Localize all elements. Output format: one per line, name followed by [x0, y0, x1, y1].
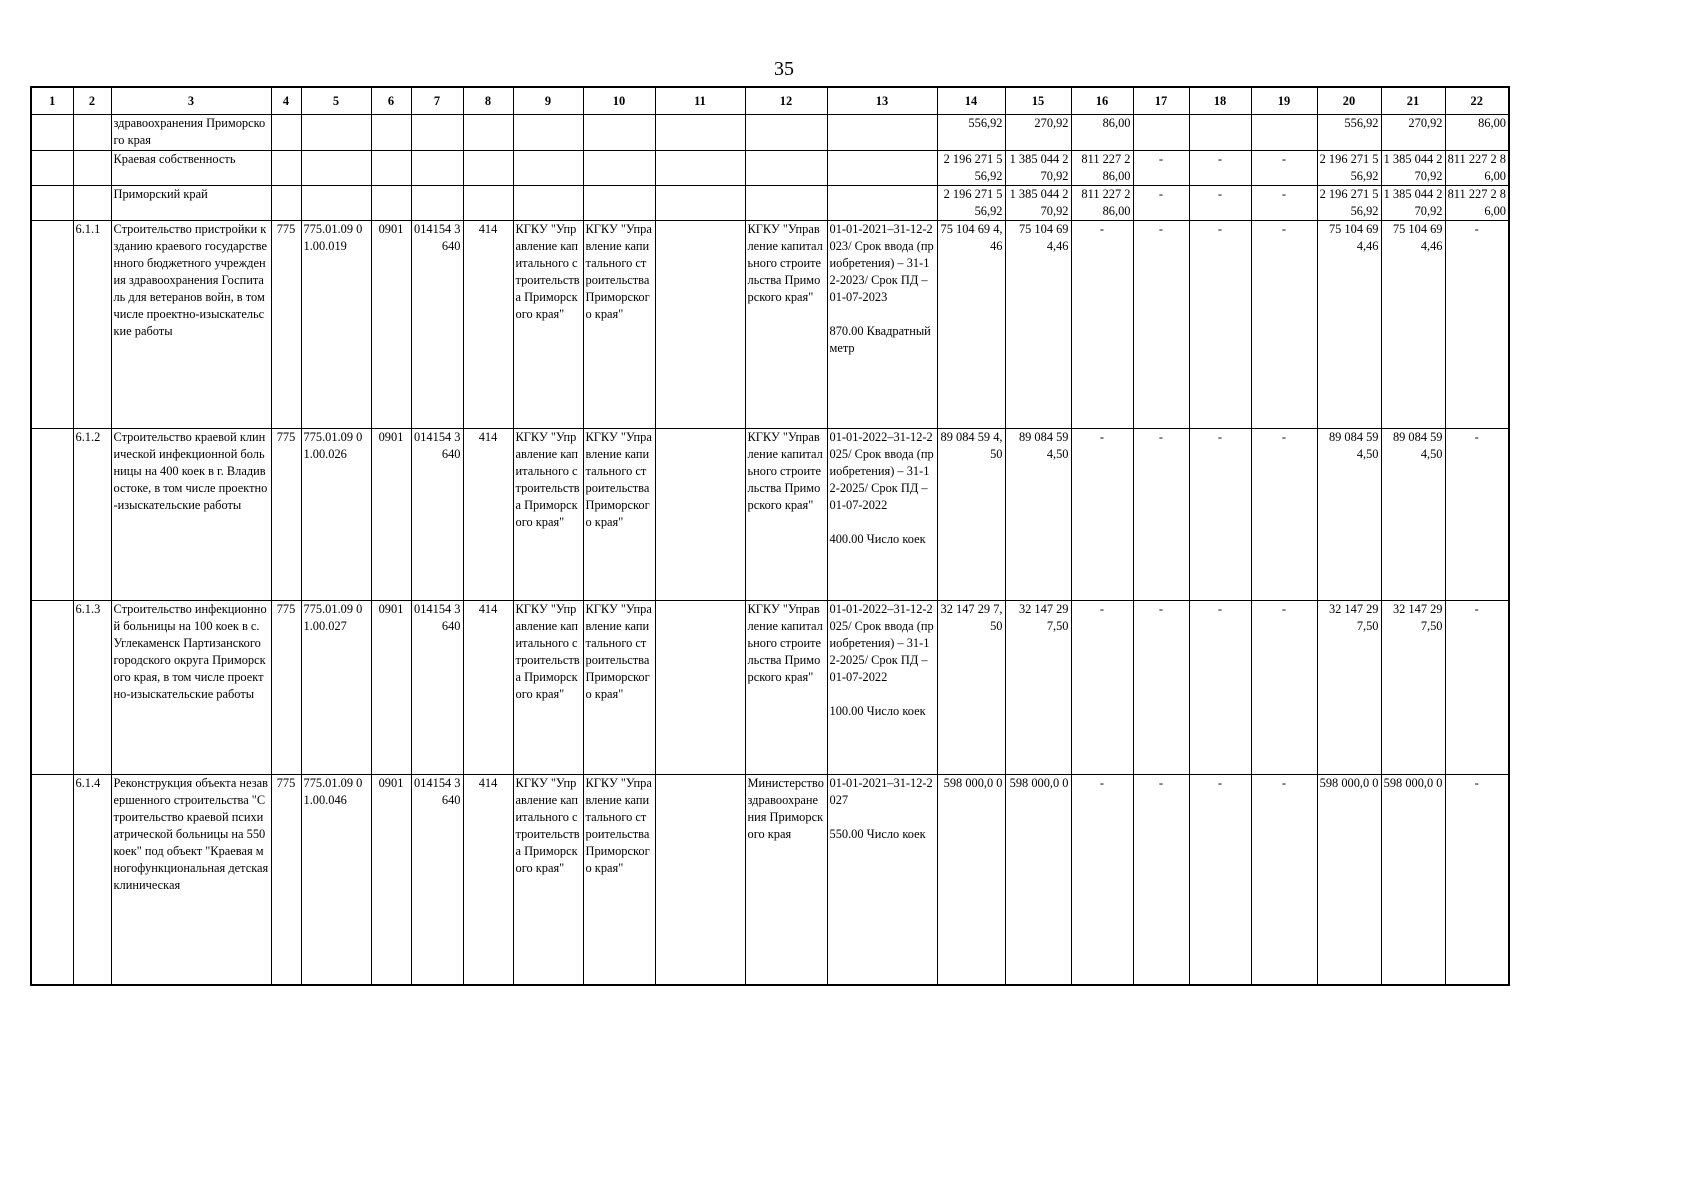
cell-col13: [827, 151, 937, 186]
cell-col21: 270,92: [1381, 115, 1445, 151]
cell-col15: 89 084 59 4,50: [1005, 429, 1071, 601]
cell-col6: [371, 115, 411, 151]
cell-item-number: 6.1.3: [73, 601, 111, 775]
cell-col10: КГКУ "Управление капитального строительства Приморского края": [583, 221, 655, 429]
cell-col1: [31, 151, 73, 186]
cell-col18: -: [1189, 429, 1251, 601]
cell-col14: 89 084 59 4,50: [937, 429, 1005, 601]
header-cell: 4: [271, 87, 301, 115]
header-cell: 13: [827, 87, 937, 115]
cell-col1: [31, 115, 73, 151]
cell-col21: 75 104 69 4,46: [1381, 221, 1445, 429]
cell-col5: [301, 151, 371, 186]
cell-col18: [1189, 115, 1251, 151]
cell-col16: 86,00: [1071, 115, 1133, 151]
cell-col11: [655, 601, 745, 775]
cell-col20: 598 000,0 0: [1317, 775, 1381, 985]
cell-col9: КГКУ "Управление капитального строительства Приморского края": [513, 775, 583, 985]
cell-col13: 01-01-2022–31-12-2025/ Срок ввода (приобретения) – 31-12-2025/ Срок ПД – 01-07-2022 100.00 Число коек: [827, 601, 937, 775]
cell-col22: -: [1445, 775, 1509, 985]
cell-col1: [31, 775, 73, 985]
cell-col16: -: [1071, 601, 1133, 775]
cell-col9: КГКУ "Управление капитального строительства Приморского края": [513, 601, 583, 775]
cell-col17: -: [1133, 151, 1189, 186]
cell-col13: 01-01-2021–31-12-2027 550.00 Число коек: [827, 775, 937, 985]
cell-col15: 598 000,0 0: [1005, 775, 1071, 985]
cell-col15: 1 385 044 270,92: [1005, 186, 1071, 221]
cell-col15: 32 147 29 7,50: [1005, 601, 1071, 775]
cell-col9: КГКУ "Управление капитального строительства Приморского края": [513, 221, 583, 429]
cell-col18: -: [1189, 601, 1251, 775]
cell-col7: 014154 3640: [411, 221, 463, 429]
cell-col9: КГКУ "Управление капитального строительства Приморского края": [513, 429, 583, 601]
cell-object-name: здравоохранения Приморского края: [111, 115, 271, 151]
header-cell: 14: [937, 87, 1005, 115]
cell-col11: [655, 115, 745, 151]
cell-col14: 75 104 69 4,46: [937, 221, 1005, 429]
cell-item-number: [73, 115, 111, 151]
cell-col10: [583, 151, 655, 186]
cell-object-name: Строительство краевой клинической инфекционной больницы на 400 коек в г. Владивостоке, в том числе проектно-изыскательские работы: [111, 429, 271, 601]
cell-col21: 32 147 29 7,50: [1381, 601, 1445, 775]
header-cell: 10: [583, 87, 655, 115]
cell-col19: [1251, 115, 1317, 151]
cell-col5: [301, 115, 371, 151]
cell-col8: 414: [463, 601, 513, 775]
cell-col19: -: [1251, 221, 1317, 429]
cell-object-name: Краевая собственность: [111, 151, 271, 186]
cell-col7: [411, 115, 463, 151]
cell-col7: 014154 3640: [411, 429, 463, 601]
cell-item-number: [73, 151, 111, 186]
cell-col12: Министерство здравоохранения Приморского края: [745, 775, 827, 985]
cell-col16: -: [1071, 429, 1133, 601]
cell-col16: 811 227 2 86,00: [1071, 186, 1133, 221]
cell-col10: [583, 186, 655, 221]
cell-col11: [655, 221, 745, 429]
cell-item-number: 6.1.1: [73, 221, 111, 429]
cell-col17: -: [1133, 429, 1189, 601]
cell-col20: 75 104 69 4,46: [1317, 221, 1381, 429]
header-cell: 22: [1445, 87, 1509, 115]
cell-col4: 775: [271, 429, 301, 601]
header-cell: 18: [1189, 87, 1251, 115]
cell-col7: [411, 186, 463, 221]
table-row: [31, 186, 1509, 221]
cell-col22: -: [1445, 429, 1509, 601]
table-row: [31, 601, 1509, 775]
cell-col12: КГКУ "Управление капитального строительства Приморского края": [745, 601, 827, 775]
cell-col7: [411, 151, 463, 186]
cell-col7: 014154 3640: [411, 775, 463, 985]
cell-col12: [745, 115, 827, 151]
cell-col22: 811 227 2 86,00: [1445, 151, 1509, 186]
cell-col14: 2 196 271 556,92: [937, 151, 1005, 186]
cell-col15: 75 104 69 4,46: [1005, 221, 1071, 429]
table-row: [31, 115, 1509, 151]
cell-col6: 0901: [371, 775, 411, 985]
cell-item-number: [73, 186, 111, 221]
cell-col4: [271, 186, 301, 221]
cell-col19: -: [1251, 429, 1317, 601]
cell-col15: 1 385 044 270,92: [1005, 151, 1071, 186]
page-number: 35: [774, 58, 794, 80]
cell-col8: [463, 115, 513, 151]
cell-object-name: Реконструкция объекта незавершенного строительства "Строительство краевой психиатрической больницы на 550 коек" под объект "Краевая многофункциональная детская клиническая: [111, 775, 271, 985]
cell-col14: 32 147 29 7,50: [937, 601, 1005, 775]
cell-col12: КГКУ "Управление капитального строительства Приморского края": [745, 221, 827, 429]
header-cell: 8: [463, 87, 513, 115]
cell-col10: КГКУ "Управление капитального строительства Приморского края": [583, 775, 655, 985]
cell-col7: 014154 3640: [411, 601, 463, 775]
cell-col17: [1133, 115, 1189, 151]
cell-col21: 1 385 044 270,92: [1381, 186, 1445, 221]
cell-col20: 32 147 29 7,50: [1317, 601, 1381, 775]
cell-col13: [827, 186, 937, 221]
cell-col22: -: [1445, 601, 1509, 775]
cell-col5: 775.01.09 01.00.026: [301, 429, 371, 601]
table-row: [31, 429, 1509, 601]
cell-col17: -: [1133, 601, 1189, 775]
cell-col9: [513, 186, 583, 221]
header-cell: 1: [31, 87, 73, 115]
cell-col22: -: [1445, 221, 1509, 429]
cell-object-name: Строительство инфекционной больницы на 100 коек в с. Углекаменск Партизанского городского округа Приморского края, в том числе проектно-изыскательские работы: [111, 601, 271, 775]
cell-col6: [371, 151, 411, 186]
cell-col17: -: [1133, 221, 1189, 429]
cell-col21: 89 084 59 4,50: [1381, 429, 1445, 601]
header-cell: 20: [1317, 87, 1381, 115]
cell-col11: [655, 151, 745, 186]
cell-col15: 270,92: [1005, 115, 1071, 151]
header-cell: 5: [301, 87, 371, 115]
table-row: [31, 151, 1509, 186]
cell-col18: -: [1189, 186, 1251, 221]
cell-col16: -: [1071, 775, 1133, 985]
cell-col16: -: [1071, 221, 1133, 429]
cell-col4: [271, 115, 301, 151]
budget-table: [30, 86, 1510, 986]
cell-col5: 775.01.09 01.00.019: [301, 221, 371, 429]
cell-col4: [271, 151, 301, 186]
header-cell: 19: [1251, 87, 1317, 115]
cell-col6: [371, 186, 411, 221]
cell-col11: [655, 429, 745, 601]
cell-col20: 2 196 271 556,92: [1317, 186, 1381, 221]
cell-col20: 556,92: [1317, 115, 1381, 151]
header-cell: 11: [655, 87, 745, 115]
cell-col8: 414: [463, 221, 513, 429]
cell-col9: [513, 115, 583, 151]
cell-item-number: 6.1.4: [73, 775, 111, 985]
cell-col8: [463, 151, 513, 186]
cell-col13: 01-01-2021–31-12-2023/ Срок ввода (приобретения) – 31-12-2023/ Срок ПД – 01-07-2023 870.00 Квадратный метр: [827, 221, 937, 429]
header-row: [31, 87, 1509, 115]
header-cell: 21: [1381, 87, 1445, 115]
cell-col20: 2 196 271 556,92: [1317, 151, 1381, 186]
cell-col11: [655, 775, 745, 985]
cell-col8: [463, 186, 513, 221]
cell-col4: 775: [271, 221, 301, 429]
cell-item-number: 6.1.2: [73, 429, 111, 601]
cell-col4: 775: [271, 601, 301, 775]
cell-col8: 414: [463, 775, 513, 985]
cell-col21: 598 000,0 0: [1381, 775, 1445, 985]
header-cell: 7: [411, 87, 463, 115]
cell-col17: -: [1133, 186, 1189, 221]
cell-col19: -: [1251, 775, 1317, 985]
header-cell: 6: [371, 87, 411, 115]
cell-col6: 0901: [371, 221, 411, 429]
cell-object-name: Приморский край: [111, 186, 271, 221]
header-cell: 3: [111, 87, 271, 115]
cell-col14: 598 000,0 0: [937, 775, 1005, 985]
cell-col18: -: [1189, 221, 1251, 429]
cell-col18: -: [1189, 151, 1251, 186]
cell-col12: [745, 151, 827, 186]
cell-col19: -: [1251, 601, 1317, 775]
header-cell: 9: [513, 87, 583, 115]
cell-col8: 414: [463, 429, 513, 601]
cell-col14: 556,92: [937, 115, 1005, 151]
cell-object-name: Строительство пристройки к зданию краевого государственного бюджетного учреждения здравоохранения Госпиталь для ветеранов войн, в том числе проектно-изыскательские работы: [111, 221, 271, 429]
cell-col1: [31, 601, 73, 775]
cell-col5: 775.01.09 01.00.027: [301, 601, 371, 775]
cell-col10: [583, 115, 655, 151]
cell-col12: КГКУ "Управление капитального строительства Приморского края": [745, 429, 827, 601]
cell-col5: [301, 186, 371, 221]
cell-col6: 0901: [371, 429, 411, 601]
cell-col9: [513, 151, 583, 186]
cell-col6: 0901: [371, 601, 411, 775]
cell-col16: 811 227 2 86,00: [1071, 151, 1133, 186]
cell-col14: 2 196 271 556,92: [937, 186, 1005, 221]
table-row: [31, 221, 1509, 429]
header-cell: 12: [745, 87, 827, 115]
cell-col1: [31, 429, 73, 601]
cell-col19: -: [1251, 151, 1317, 186]
cell-col13: 01-01-2022–31-12-2025/ Срок ввода (приобретения) – 31-12-2025/ Срок ПД – 01-07-2022 400.00 Число коек: [827, 429, 937, 601]
header-cell: 16: [1071, 87, 1133, 115]
cell-col22: 86,00: [1445, 115, 1509, 151]
cell-col18: -: [1189, 775, 1251, 985]
header-cell: 17: [1133, 87, 1189, 115]
cell-col4: 775: [271, 775, 301, 985]
header-cell: 15: [1005, 87, 1071, 115]
cell-col10: КГКУ "Управление капитального строительства Приморского края": [583, 601, 655, 775]
cell-col13: [827, 115, 937, 151]
cell-col1: [31, 221, 73, 429]
cell-col19: -: [1251, 186, 1317, 221]
cell-col21: 1 385 044 270,92: [1381, 151, 1445, 186]
cell-col11: [655, 186, 745, 221]
cell-col10: КГКУ "Управление капитального строительства Приморского края": [583, 429, 655, 601]
cell-col20: 89 084 59 4,50: [1317, 429, 1381, 601]
header-cell: 2: [73, 87, 111, 115]
cell-col17: -: [1133, 775, 1189, 985]
cell-col22: 811 227 2 86,00: [1445, 186, 1509, 221]
cell-col5: 775.01.09 01.00.046: [301, 775, 371, 985]
table-row: [31, 775, 1509, 985]
cell-col1: [31, 186, 73, 221]
cell-col12: [745, 186, 827, 221]
